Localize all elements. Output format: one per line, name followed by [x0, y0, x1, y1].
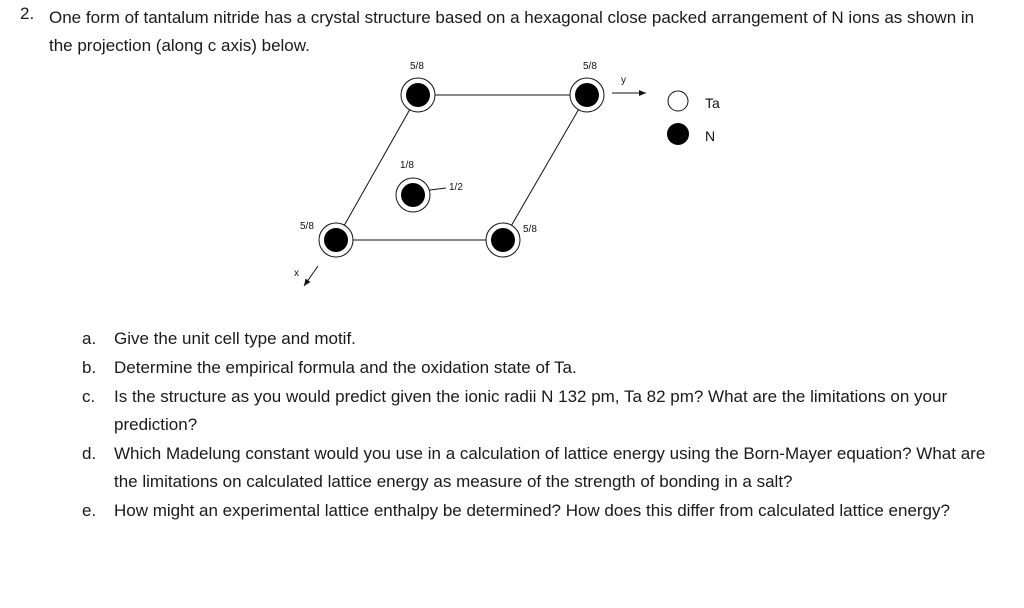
legend-open-label: Ta	[705, 95, 720, 111]
cell-edge-right	[503, 95, 587, 240]
part-letter: c.	[82, 387, 96, 406]
height-label-middle: 1/8	[400, 160, 414, 171]
height-label-bottom-right: 5/8	[523, 224, 537, 235]
question-number: 2.	[20, 4, 35, 23]
x-axis-label: x	[294, 268, 299, 279]
legend-filled-label: N	[705, 128, 716, 144]
atom-top-right	[570, 78, 604, 112]
height-label-bottom-left: 5/8	[300, 221, 314, 232]
part-text: Which Madelung constant would you use in a calculation of lattice energy using the Born-Mayer equation? What are the limitations on calculated lattice energy as measure of the strength of bonding in a salt?	[114, 444, 986, 491]
part-letter: e.	[82, 501, 97, 520]
part-letter: a.	[82, 329, 97, 348]
part-text: Is the structure as you would predict given the ionic radii N 132 pm, Ta 82 pm? What are the limitations on your prediction?	[114, 387, 948, 434]
atom-bottom-right	[486, 223, 520, 257]
legend-filled-circle	[667, 123, 689, 145]
question-part-c	[82, 383, 992, 439]
height-label-top-left: 5/8	[410, 61, 424, 72]
y-axis-label: y	[621, 75, 626, 86]
part-text: Determine the empirical formula and the oxidation state of Ta.	[114, 358, 577, 377]
atom-top-left	[401, 78, 435, 112]
x-axis-arrow	[304, 266, 318, 286]
legend	[667, 91, 720, 145]
part-letter: d.	[82, 444, 97, 463]
question-intro: One form of tantalum nitride has a crystal structure based on a hexagonal close packed arrangement of N ions as shown in the projection (along c axis) below.	[49, 8, 975, 55]
question-part-a	[82, 325, 992, 353]
question-part-d	[82, 440, 992, 496]
question-part-e	[82, 497, 992, 525]
atom-bottom-left	[319, 223, 353, 257]
part-letter: b.	[82, 358, 97, 377]
height-label-top-right: 5/8	[583, 61, 597, 72]
question-part-b	[82, 354, 992, 382]
part-text: How might an experimental lattice enthalpy be determined? How does this differ from calculated lattice energy?	[114, 501, 950, 520]
atom-middle	[396, 178, 430, 212]
unit-cell-outline	[336, 95, 587, 240]
part-text: Give the unit cell type and motif.	[114, 329, 356, 348]
height-label-leader	[430, 188, 446, 190]
question-parts-list	[82, 325, 992, 526]
legend-open-circle	[668, 91, 688, 111]
height-label-middle-side: 1/2	[449, 182, 463, 193]
